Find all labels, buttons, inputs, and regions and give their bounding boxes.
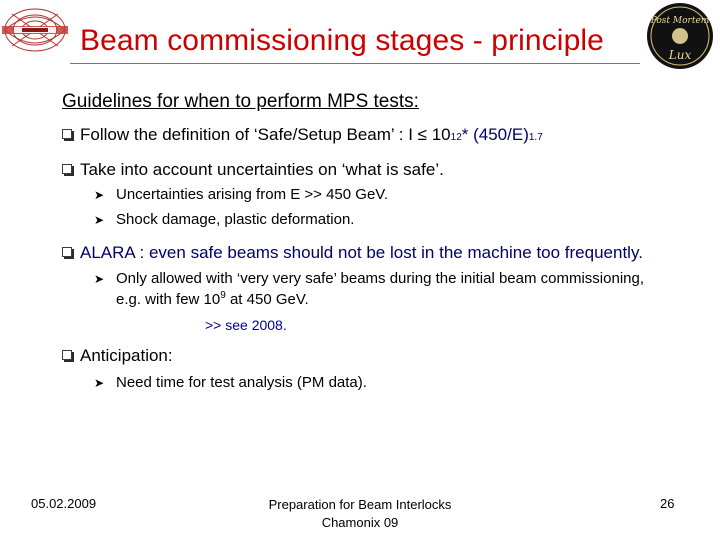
see-2008-link[interactable]: >> see 2008. (205, 317, 287, 333)
sub-bullet-continuation (116, 290, 309, 308)
bullet-text: ALARA : even safe beams should not be lost in the machine too frequently. (80, 243, 643, 262)
footer-date: 05.02.2009 (31, 496, 97, 511)
logo-text-lux: Lux (668, 48, 692, 62)
sub-bullet (94, 374, 367, 391)
continuation-text: at 450 GeV. (225, 291, 309, 308)
footer-event-line: Chamonix 09 (321, 515, 399, 530)
sub-bullet-text: Shock damage, plastic deformation. (116, 211, 355, 228)
footer-event-line: Preparation for Beam Interlocks (268, 497, 452, 512)
continuation-text: e.g. with few 10 (116, 291, 221, 308)
exponent: 9 (220, 290, 226, 301)
arrow-bullet-icon: ➤ (94, 272, 105, 286)
square-bullet-icon (62, 129, 72, 139)
bullet-anticipation (62, 346, 173, 366)
post-mortem-lux-logo (646, 2, 714, 70)
page-number: 26 (660, 496, 675, 511)
bullet-uncertainties (62, 160, 444, 180)
sub-bullet (94, 270, 644, 287)
square-bullet-icon (62, 247, 72, 257)
slide-title: Beam commissioning stages - principle (80, 24, 604, 57)
formula-text: * (450/E) (461, 125, 529, 144)
arrow-bullet-icon: ➤ (94, 188, 105, 202)
bullet-text: Take into account uncertainties on ‘what is safe’. (80, 160, 444, 179)
title-divider (70, 63, 640, 64)
square-bullet-icon (62, 164, 72, 174)
footer-event (210, 496, 510, 532)
exponent: 12 (450, 132, 462, 143)
arrow-bullet-icon: ➤ (94, 376, 105, 390)
section-subtitle: Guidelines for when to perform MPS tests: (62, 91, 419, 112)
sub-bullet-text: Uncertainties arising from E >> 450 GeV. (116, 186, 389, 203)
square-bullet-icon (62, 350, 72, 360)
logo-text-post-mortem: Post Mortem (650, 16, 710, 26)
lhc-beam-logo (0, 4, 70, 56)
exponent: 1.7 (528, 132, 543, 143)
bullet-text: Anticipation: (80, 346, 173, 365)
bullet-alara (62, 243, 643, 263)
sub-bullet (94, 211, 354, 228)
sub-bullet (94, 186, 388, 203)
sub-bullet-text: Only allowed with ‘very very safe’ beams during the initial beam commissioning, (116, 270, 645, 287)
arrow-bullet-icon: ➤ (94, 213, 105, 227)
sub-bullet-text: Need time for test analysis (PM data). (116, 374, 367, 391)
bullet-safe-beam (62, 125, 543, 145)
bullet-text: Follow the definition of ‘Safe/Setup Beam’ : I ≤ 10 (80, 125, 451, 144)
